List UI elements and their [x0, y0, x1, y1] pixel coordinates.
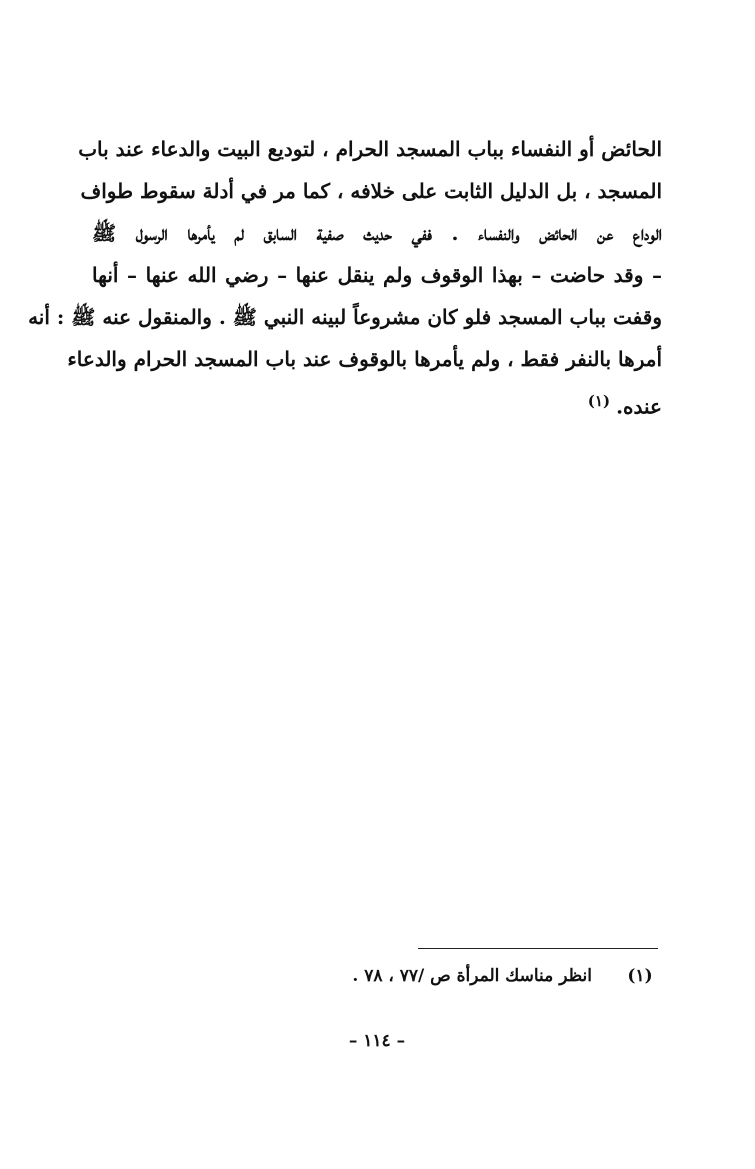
text-line-7-content: عنده. — [616, 394, 662, 419]
main-text — [28, 128, 662, 422]
text-line-5: وقفت بباب المسجد فلو كان مشروعاً لبينه النبي ﷺ . والمنقول عنه ﷺ : أنه — [28, 305, 662, 329]
text-line-2: المسجد ، بل الدليل الثابت على خلافه ، كما مر في أدلة سقوط طواف — [80, 179, 662, 203]
text-line-4: – وقد حاضت – بهذا الوقوف ولم ينقل عنها – رضي الله عنها – أنها — [92, 263, 662, 287]
footnote-text: انظر مناسك المرأة ص /٧٧ ، ٧٨ . — [352, 966, 592, 986]
footnote-number: (١) — [627, 966, 653, 986]
footnote — [352, 958, 660, 994]
page-number: – ١١٤ – — [348, 1031, 406, 1051]
footnote-reference: (١) — [587, 392, 611, 410]
text-line-3: الوداع عن الحائض والنفساء . ففي حديث صفية السابق لم يأمرها الرسول ﷺ — [92, 221, 662, 245]
text-line-6: أمرها بالنفر فقط ، ولم يأمرها بالوقوف عند باب المسجد الحرام والدعاء — [67, 347, 662, 371]
footnote-divider — [418, 948, 658, 949]
text-line-1: الحائض أو النفساء بباب المسجد الحرام ، لتوديع البيت والدعاء عند باب — [78, 137, 662, 161]
text-line-7 — [92, 380, 662, 422]
